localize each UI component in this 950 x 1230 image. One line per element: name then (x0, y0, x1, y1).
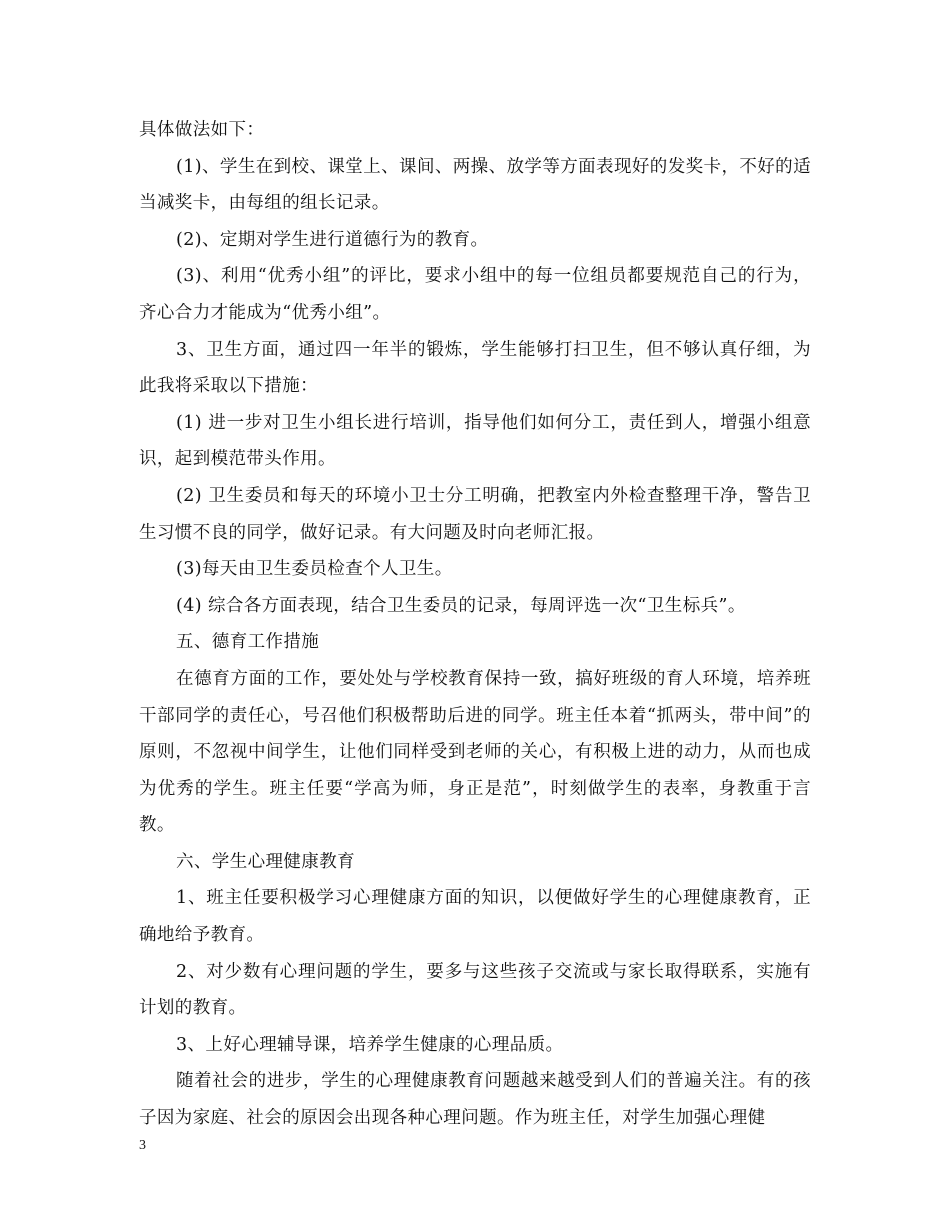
paragraph-6: (1) 进一步对卫生小组长进行培训，指导他们如何分工，责任到人，增强小组意识，起到模范带头作用。 (139, 412, 811, 470)
paragraph-4: (3)、利用“优秀小组”的评比，要求小组中的每一位组员都要规范自己的行为，齐心合力才能成为“优秀小组”。 (139, 266, 811, 323)
paragraph-16: 随着社会的进步，学生的心理健康教育问题越来越受到人们的普遍关注。有的孩子因为家庭、社会的原因会出现各种心理问题。作为班主任，对学生加强心理健 (139, 1071, 811, 1129)
paragraph-5: 3、卫生方面，通过四一年半的锻炼，学生能够打扫卫生，但不够认真仔细，为此我将采取以下措施： (139, 339, 811, 397)
page-number: 3 (139, 1138, 146, 1153)
paragraph-11: 在德育方面的工作，要处处与学校教育保持一致，搞好班级的育人环境，培养班干部同学的责任心，号召他们积极帮助后进的同学。班主任本着“抓两头，带中间”的原则，不忽视中间学生，让他们同样受到老师的关心，有积极上进的动力，从而也成为优秀的学生。班主任要“学高为师，身正是范”，时刻做学生的表率，身教重于言教。 (139, 668, 811, 836)
paragraph-15: 3、上好心理辅导课，培养学生健康的心理品质。 (176, 1034, 564, 1055)
paragraph-14: 2、对少数有心理问题的学生，要多与这些孩子交流或与家长取得联系，实施有计划的教育。 (139, 961, 811, 1019)
document-body (139, 112, 811, 1137)
paragraph-7: (2) 卫生委员和每天的环境小卫士分工明确，把教室内外检查整理干净，警告卫生习惯不良的同学，做好记录。有大问题及时向老师汇报。 (139, 485, 811, 543)
paragraph-2: (1)、学生在到校、课堂上、课间、两操、放学等方面表现好的发奖卡，不好的适当减奖卡，由每组的组长记录。 (139, 156, 811, 214)
paragraph-13: 1、班主任要积极学习心理健康方面的知识，以便做好学生的心理健康教育，正确地给予教育。 (139, 888, 811, 946)
paragraph-1: 具体做法如下： (139, 120, 265, 140)
section-heading-moral-education: 五、德育工作措施 (176, 632, 320, 653)
paragraph-3: (2)、定期对学生进行道德行为的教育。 (176, 229, 489, 250)
paragraph-9: (4) 综合各方面表现，结合卫生委员的记录，每周评选一次“卫生标兵”。 (176, 595, 746, 616)
section-heading-mental-health: 六、学生心理健康教育 (176, 851, 355, 872)
paragraph-8: (3)每天由卫生委员检查个人卫生。 (176, 559, 453, 580)
